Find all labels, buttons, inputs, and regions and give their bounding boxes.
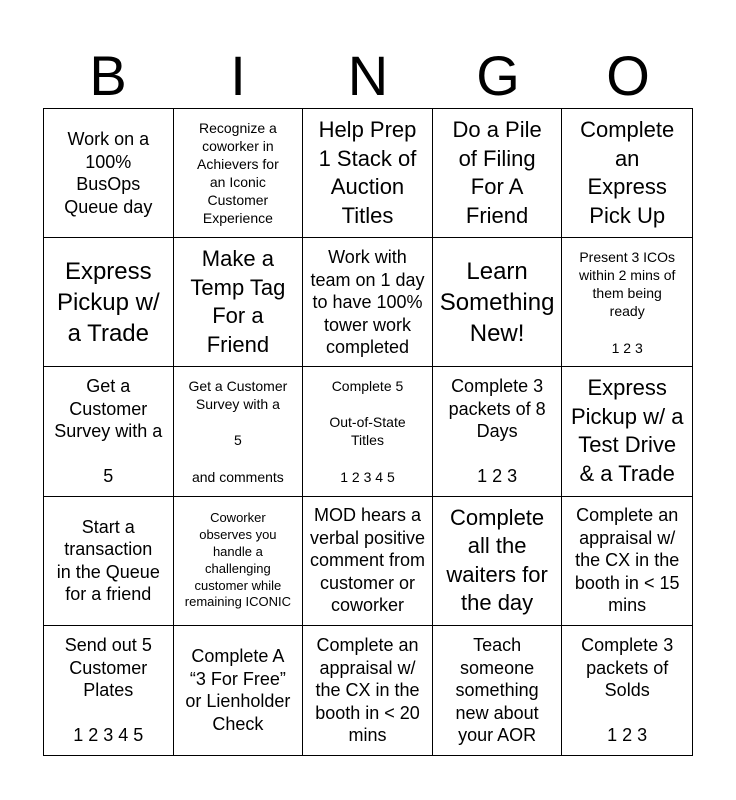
bingo-cell[interactable]	[44, 497, 174, 626]
cell-text: Send out 5 Customer Plates 1 2 3 4 5	[64, 635, 152, 746]
cell-text: Complete 5 Out-of-State Titles 1 2 3 4 5	[329, 377, 406, 485]
cell-text: MOD hears a verbal positive comment from customer or coworker	[309, 505, 426, 616]
cell-text: Complete A “3 For Free” or Lienholder Check	[185, 646, 291, 734]
bingo-cell[interactable]	[44, 109, 174, 238]
cell-text: Express Pickup w/ a Trade	[56, 257, 160, 347]
bingo-cell[interactable]	[303, 367, 433, 496]
bingo-cell[interactable]	[303, 497, 433, 626]
bingo-cell[interactable]	[303, 238, 433, 367]
cell-text: Learn Something New!	[439, 257, 555, 347]
bingo-cell[interactable]	[562, 109, 692, 238]
bingo-cell[interactable]	[44, 626, 174, 755]
bingo-cell[interactable]	[174, 497, 304, 626]
bingo-cell[interactable]	[174, 109, 304, 238]
cell-text: Complete an Express Pick Up	[580, 116, 675, 228]
bingo-cell[interactable]	[433, 238, 563, 367]
header-letter-b: B	[89, 44, 127, 107]
bingo-cell[interactable]	[433, 626, 563, 755]
bingo-board	[43, 108, 693, 756]
cell-text: Start a transaction in the Queue for a friend	[56, 516, 160, 605]
bingo-cell[interactable]	[433, 367, 563, 496]
cell-text: Complete an appraisal w/ the CX in the booth in < 15 mins	[574, 505, 680, 616]
bingo-cell[interactable]	[44, 238, 174, 367]
cell-text: Help Prep 1 Stack of Auction Titles	[318, 116, 417, 228]
bingo-header	[43, 44, 693, 108]
header-letter-g: G	[476, 44, 520, 107]
bingo-cell[interactable]	[433, 109, 563, 238]
cell-text: Work with team on 1 day to have 100% tower work completed	[310, 247, 425, 358]
cell-text: Get a Customer Survey with a 5 and comments	[188, 377, 288, 485]
cell-text: Complete 3 packets of Solds 1 2 3	[581, 635, 674, 746]
bingo-cell[interactable]	[44, 367, 174, 496]
bingo-cell[interactable]	[433, 497, 563, 626]
bingo-cell[interactable]	[562, 238, 692, 367]
bingo-cell[interactable]	[562, 626, 692, 755]
bingo-cell[interactable]	[174, 238, 304, 367]
header-letter-n: N	[347, 44, 389, 107]
cell-text: Get a Customer Survey with a 5	[54, 376, 163, 487]
bingo-cell[interactable]	[562, 367, 692, 496]
cell-text: Complete an appraisal w/ the CX in the booth in < 20 mins	[315, 635, 420, 746]
cell-text: Express Pickup w/ a Test Drive & a Trade	[570, 375, 684, 487]
cell-text: Teach someone something new about your AOR	[455, 635, 539, 746]
cell-text: Do a Pile of Filing For A Friend	[452, 116, 542, 228]
cell-text: Work on a 100% BusOps Queue day	[64, 129, 153, 217]
bingo-cell[interactable]	[303, 109, 433, 238]
bingo-cell[interactable]	[174, 626, 304, 755]
header-letter-o: O	[606, 44, 650, 107]
cell-text: Coworker observes you handle a challenging customer while remaining ICONIC	[184, 510, 291, 610]
bingo-cell[interactable]	[303, 626, 433, 755]
cell-text: Recognize a coworker in Achievers for an Iconic Customer Experience	[197, 119, 279, 227]
bingo-cell[interactable]	[562, 497, 692, 626]
cell-text: Make a Temp Tag For a Friend	[190, 246, 286, 357]
cell-text: Complete all the waiters for the day	[446, 504, 548, 616]
header-letter-i: I	[230, 44, 246, 107]
cell-text: Complete 3 packets of 8 Days 1 2 3	[448, 376, 546, 487]
cell-text: Present 3 ICOs within 2 mins of them being ready 1 2 3	[578, 248, 676, 356]
bingo-cell[interactable]	[174, 367, 304, 496]
